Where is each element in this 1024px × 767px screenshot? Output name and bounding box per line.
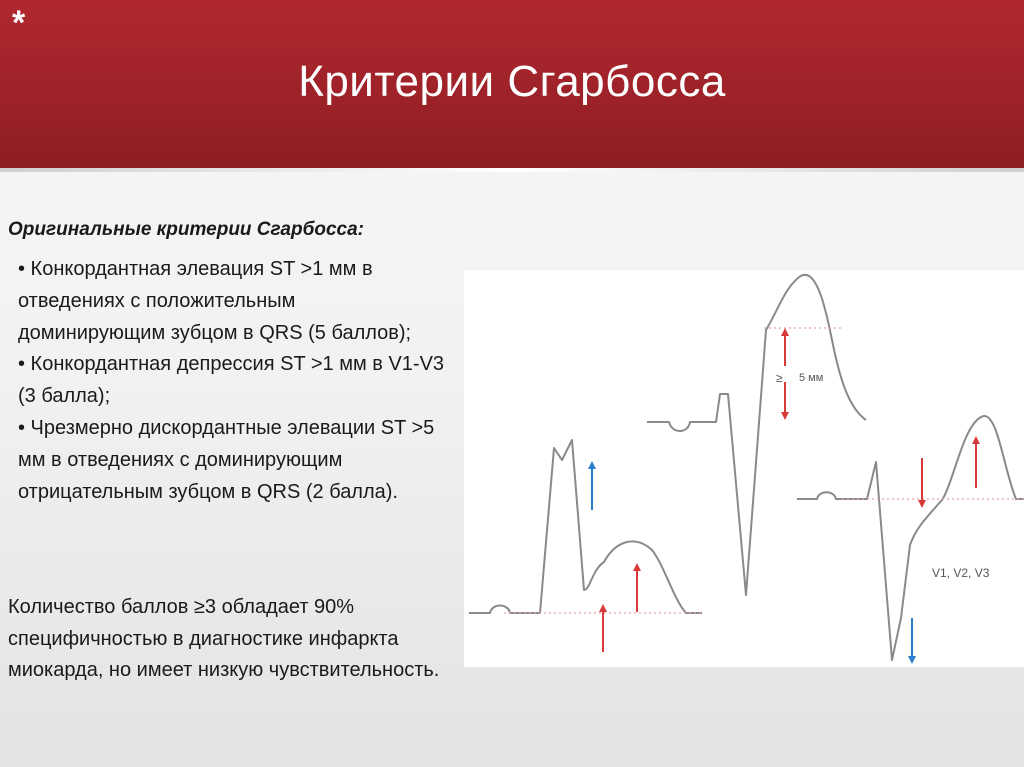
label-5mm: 5 мм (799, 372, 824, 384)
ecg-svg (464, 270, 1024, 667)
ecg-complex-discordant-elevation (647, 275, 866, 595)
ecg-complex-concordant-elevation (469, 440, 704, 652)
ecg-trace-2 (647, 275, 866, 595)
label-ge: ≥ (776, 371, 783, 385)
ecg-trace-3 (797, 416, 1024, 660)
criterion-concordant-depression: • Конкордантная депрессия ST >1 мм в V1-V3 (3 балла); (18, 353, 445, 408)
ecg-complex-concordant-depression (797, 416, 1024, 660)
ecg-diagram (464, 270, 1024, 667)
header-divider (0, 168, 1024, 172)
asterisk-marker: * (12, 4, 26, 42)
ecg-trace-1 (469, 440, 702, 613)
criteria-heading: Оригинальные критерии Сгарбосса: (8, 219, 364, 240)
page-title: Критерии Сгарбосса (298, 57, 726, 106)
criterion-discordant-elevation: • Чрезмерно дискордантные элевации ST >5 мм в отведениях с доминирующим отрицательным зубцом в QRS (2 балла). (18, 416, 435, 503)
criterion-concordant-elevation: • Конкордантная элевация ST >1 мм в отведениях с положительным доминирующим зубцом в QRS (5 баллов); (18, 258, 412, 344)
label-leads: V1, V2, V3 (932, 566, 990, 580)
summary-text: Количество баллов ≥3 обладает 90% специфичностью в диагностике инфаркта миокарда, но имеет низкую чувствительность. (8, 596, 440, 681)
criteria-list (18, 254, 448, 508)
